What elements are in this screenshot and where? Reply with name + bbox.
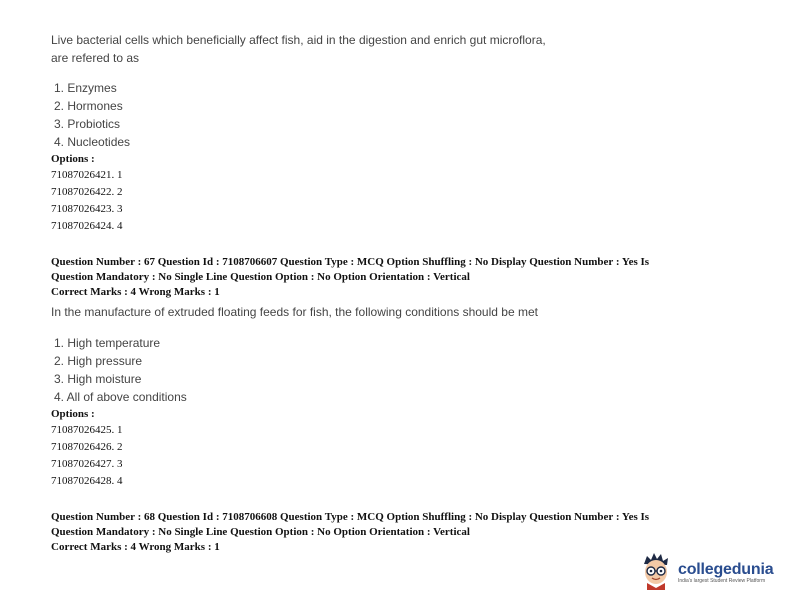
q67-marks: Correct Marks : 4 Wrong Marks : 1 bbox=[51, 286, 220, 298]
q67-option-2: 71087026426. 2 bbox=[51, 441, 123, 453]
collegedunia-logo bbox=[638, 550, 788, 594]
q67-meta-line1: Question Number : 67 Question Id : 7108706607 Question Type : MCQ Option Shuffling : No Display Question Number : Yes Is bbox=[51, 256, 650, 268]
q67-options-label: Options : bbox=[51, 408, 95, 420]
q67-option-4: 71087026428. 4 bbox=[51, 475, 123, 487]
question-66-text-line1: Live bacterial cells which beneficially affect fish, aid in the digestion and enrich gut microflora, bbox=[51, 33, 546, 47]
q66-option-2: 71087026422. 2 bbox=[51, 186, 123, 198]
q68-marks: Correct Marks : 4 Wrong Marks : 1 bbox=[51, 541, 220, 553]
q67-meta-line2: Question Mandatory : No Single Line Question Option : No Option Orientation : Vertical bbox=[51, 271, 470, 283]
q67-choice-1: 1. High temperature bbox=[54, 336, 161, 350]
logo-name: collegedunia bbox=[678, 560, 774, 578]
q66-choice-3: 3. Probiotics bbox=[54, 117, 121, 131]
q66-option-3: 71087026423. 3 bbox=[51, 203, 123, 215]
q67-choice-2: 2. High pressure bbox=[54, 354, 143, 368]
q68-meta-line1: Question Number : 68 Question Id : 7108706608 Question Type : MCQ Option Shuffling : No Display Question Number : Yes Is bbox=[51, 511, 650, 523]
logo-tagline: India's largest Student Review Platform bbox=[678, 577, 766, 584]
student-mascot-icon bbox=[638, 550, 674, 595]
q67-option-3: 71087026427. 3 bbox=[51, 458, 123, 470]
q66-choice-1: 1. Enzymes bbox=[54, 81, 117, 95]
q67-question-text: In the manufacture of extruded floating feeds for fish, the following conditions should be met bbox=[51, 305, 538, 319]
q68-meta-line2: Question Mandatory : No Single Line Question Option : No Option Orientation : Vertical bbox=[51, 526, 470, 538]
question-66-text-line2: are refered to as bbox=[51, 51, 140, 65]
q67-choice-4: 4. All of above conditions bbox=[54, 390, 187, 404]
q66-options-label: Options : bbox=[51, 153, 95, 165]
q66-option-1: 71087026421. 1 bbox=[51, 169, 123, 181]
q67-choice-3: 3. High moisture bbox=[54, 372, 142, 386]
q66-option-4: 71087026424. 4 bbox=[51, 220, 123, 232]
q66-choice-4: 4. Nucleotides bbox=[54, 135, 131, 149]
q66-choice-2: 2. Hormones bbox=[54, 99, 123, 113]
q67-option-1: 71087026425. 1 bbox=[51, 424, 123, 436]
